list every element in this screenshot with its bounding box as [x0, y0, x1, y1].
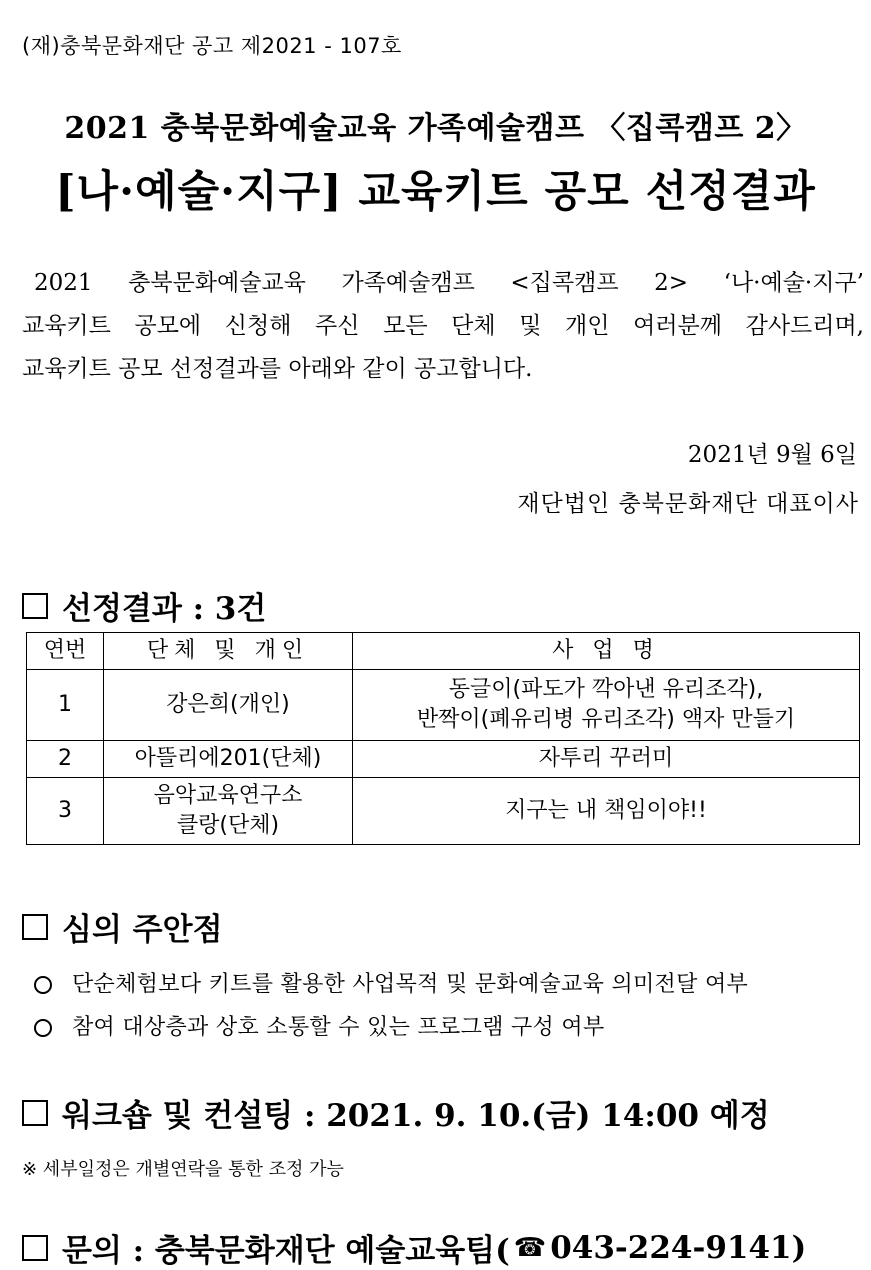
table-row — [27, 741, 860, 778]
results-table — [26, 632, 860, 845]
cell-org: 강은희(개인) — [104, 670, 353, 741]
cell-no: 3 — [27, 778, 104, 845]
circle-bullet-icon — [34, 1019, 52, 1037]
section-results-heading — [22, 583, 266, 628]
column-header-no: 연번 — [27, 633, 104, 670]
intro-paragraph — [22, 262, 864, 391]
workshop-note: ※ 세부일정은 개별연락을 통한 조정 가능 — [22, 1159, 344, 1180]
cell-project: 자투리 꾸러미 — [353, 741, 860, 778]
cell-org: 아뜰리에201(단체) — [104, 741, 353, 778]
list-item — [34, 963, 748, 1006]
telephone-icon: ☎ — [513, 1232, 547, 1263]
section-results-title: 선정결과 : 3건 — [62, 591, 267, 627]
intro-line: 교육키트 공모에 신청해 주신 모든 단체 및 개인 여러분께 감사드리며, — [22, 313, 864, 339]
issuer: 재단법인 충북문화재단 대표이사 — [517, 491, 859, 517]
list-item — [34, 1006, 748, 1049]
section-review-heading — [22, 904, 223, 949]
review-criteria-list — [34, 963, 748, 1049]
cell-project-line: 동글이(파도가 깍아낸 유리조각), — [448, 677, 764, 702]
checkbox-square-icon — [22, 914, 48, 940]
checkbox-square-icon — [22, 1235, 48, 1261]
document-title-line1: 2021 충북문화예술교육 가족예술캠프 〈집콕캠프 2〉 — [64, 111, 807, 146]
cell-org — [104, 778, 353, 845]
notice-number: (재)충북문화재단 공고 제2021 - 107호 — [22, 34, 402, 58]
table-header-row — [27, 633, 860, 670]
cell-no: 2 — [27, 741, 104, 778]
intro-line: 2021 충북문화예술교육 가족예술캠프 <집콕캠프 2> ‘나·예술·지구’ — [34, 270, 864, 296]
cell-project — [353, 670, 860, 741]
checkbox-square-icon — [22, 1100, 48, 1126]
cell-org-line: 음악교육연구소 — [153, 783, 303, 808]
section-workshop-heading — [22, 1090, 770, 1135]
section-contact-heading — [22, 1225, 806, 1270]
section-review-title: 심의 주안점 — [62, 912, 223, 948]
circle-bullet-icon — [34, 976, 52, 994]
cell-org-line: 클랑(단체) — [176, 813, 280, 838]
cell-project-line: 반짝이(폐유리병 유리조각) 액자 만들기 — [416, 707, 796, 732]
contact-phone: 043-224-9141) — [550, 1229, 807, 1266]
cell-no: 1 — [27, 670, 104, 741]
document-title-line2: [나·예술·지구] 교육키트 공모 선정결과 — [55, 167, 816, 217]
table-row — [27, 670, 860, 741]
list-item-text: 단순체험보다 키트를 활용한 사업목적 및 문화예술교육 의미전달 여부 — [72, 972, 749, 997]
contact-prefix: 문의 : 충북문화재단 예술교육팀( — [62, 1233, 510, 1269]
column-header-project: 사 업 명 — [353, 633, 860, 670]
cell-project: 지구는 내 책임이야!! — [353, 778, 860, 845]
column-header-org: 단체 및 개인 — [104, 633, 353, 670]
checkbox-square-icon — [22, 593, 48, 619]
announcement-date: 2021년 9월 6일 — [687, 442, 857, 468]
section-workshop-title: 워크숍 및 컨설팅 : 2021. 9. 10.(금) 14:00 예정 — [62, 1098, 770, 1134]
table-row — [27, 778, 860, 845]
intro-line: 교육키트 공모 선정결과를 아래와 같이 공고합니다. — [22, 356, 533, 382]
list-item-text: 참여 대상층과 상호 소통할 수 있는 프로그램 구성 여부 — [72, 1015, 605, 1040]
